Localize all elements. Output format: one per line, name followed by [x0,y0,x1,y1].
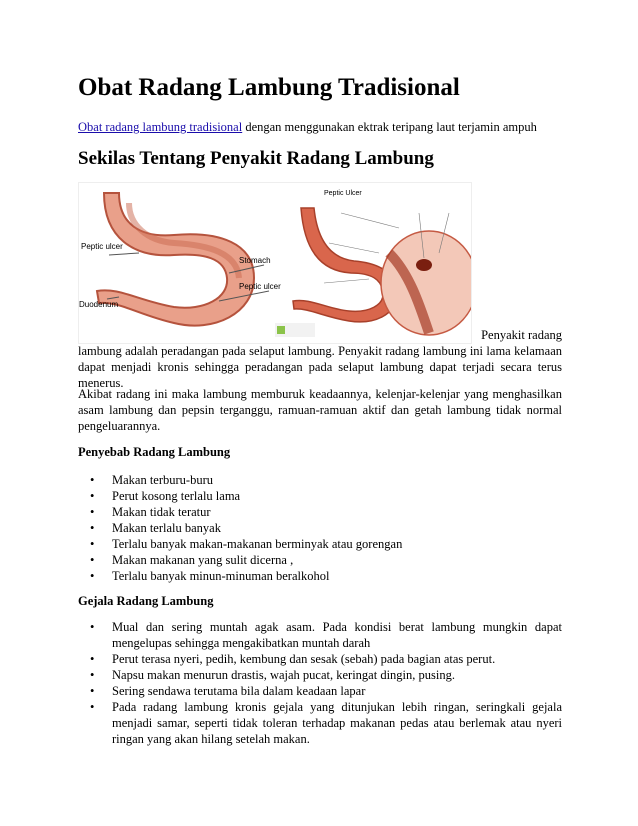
bullet: • [90,489,95,503]
list-item-text: Makan makanan yang sulit dicerna , [112,553,294,567]
section-title: Sekilas Tentang Penyakit Radang Lambung [78,148,434,169]
pointer-line [341,213,399,228]
label-stomach: Stomach [239,256,271,265]
list-item [78,699,562,747]
bullet: • [90,620,95,634]
bullet: • [90,521,95,535]
list-item-text: Makan tidak teratur [112,505,211,519]
ulcer-spot [416,259,432,271]
label-duodenum: Duodenum [79,300,119,309]
peptic-ulcer-illustration [78,182,472,344]
paragraph-first-words: Penyakit radang [481,328,562,342]
bullet: • [90,473,95,487]
bullet: • [90,569,95,583]
paragraph-effects: Akibat radang ini maka lambung memburuk keadaannya, kelenjar-kelenjar yang menghasilkan asam lambung dan pepsin terganggu, ramuan-ramuan aktif dan getah lambung tidak normal pengeluarannya. [78,387,562,433]
list-item [78,536,562,552]
list-item-text: Terlalu banyak minun-minuman beralkohol [112,569,330,583]
list-item [78,651,562,667]
bullet: • [90,537,95,551]
intro-line [78,120,537,135]
list-item-text: Makan terburu-buru [112,473,214,487]
bullet: • [90,684,95,698]
intro-link[interactable]: Obat radang lambung tradisional [78,120,243,134]
list-item-text: Makan terlalu banyak [112,521,221,535]
intro-text: dengan menggunakan ektrak teripang laut terjamin ampuh [242,120,537,134]
list-item-text: Perut terasa nyeri, pedih, kembung dan sesak (sebah) pada bagian atas perut. [112,652,496,666]
list-item [78,619,562,651]
list-item [78,504,562,520]
stomach-shape-small [293,208,397,322]
label-peptic-ulcer-title: Peptic Ulcer [324,190,362,197]
paragraph-rest: lambung adalah peradangan pada selaput lambung. Penyakit radang lambung ini lama kelamaan dapat menjadi kronis sehingga peradangan pada selaput lambung dapat terjadi secara terus menerus. [78,344,562,390]
causes-heading: Penyebab Radang Lambung [78,445,231,459]
bullet: • [90,668,95,682]
label-peptic-ulcer-center: Peptic ulcer [239,282,281,291]
list-item-text: Perut kosong terlalu lama [112,489,241,503]
symptoms-heading: Gejala Radang Lambung [78,594,214,608]
list-item [78,472,562,488]
list-item [78,552,562,568]
page-title: Obat Radang Lambung Tradisional [78,74,460,101]
list-item [78,520,562,536]
bullet: • [90,553,95,567]
list-item-text: Pada radang lambung kronis gejala yang ditunjukan lebih ringan, seringkali gejala menjadi samar, seperti tidak toleran terhadap makanan pedas atau berlemak atau nyeri ringan yang akan hilang setelah makan. [112,700,562,746]
causes-list [78,472,562,584]
pointer-line [109,253,139,255]
list-item-text: Terlalu banyak makan-makanan berminyak atau gorengan [112,537,403,551]
bullet: • [90,700,95,714]
stomach-illustration-svg [79,183,471,343]
bullet: • [90,505,95,519]
list-item-text: Sering sendawa terutama bila dalam keadaan lapar [112,684,366,698]
bullet: • [90,652,95,666]
label-peptic-ulcer-left: Peptic ulcer [81,242,123,251]
list-item [78,568,562,584]
list-item [78,488,562,504]
pointer-line [329,243,379,253]
paragraph-definition [78,327,562,391]
list-item-text: Mual dan sering muntah agak asam. Pada kondisi berat lambung mungkin dapat mengelupas sehingga mengakibatkan muntah darah [112,620,562,650]
list-item [78,683,562,699]
pointer-line [324,279,369,283]
list-item-text: Napsu makan menurun drastis, wajah pucat, keringat dingin, pusing. [112,668,455,682]
symptoms-list [78,619,562,747]
list-item [78,667,562,683]
